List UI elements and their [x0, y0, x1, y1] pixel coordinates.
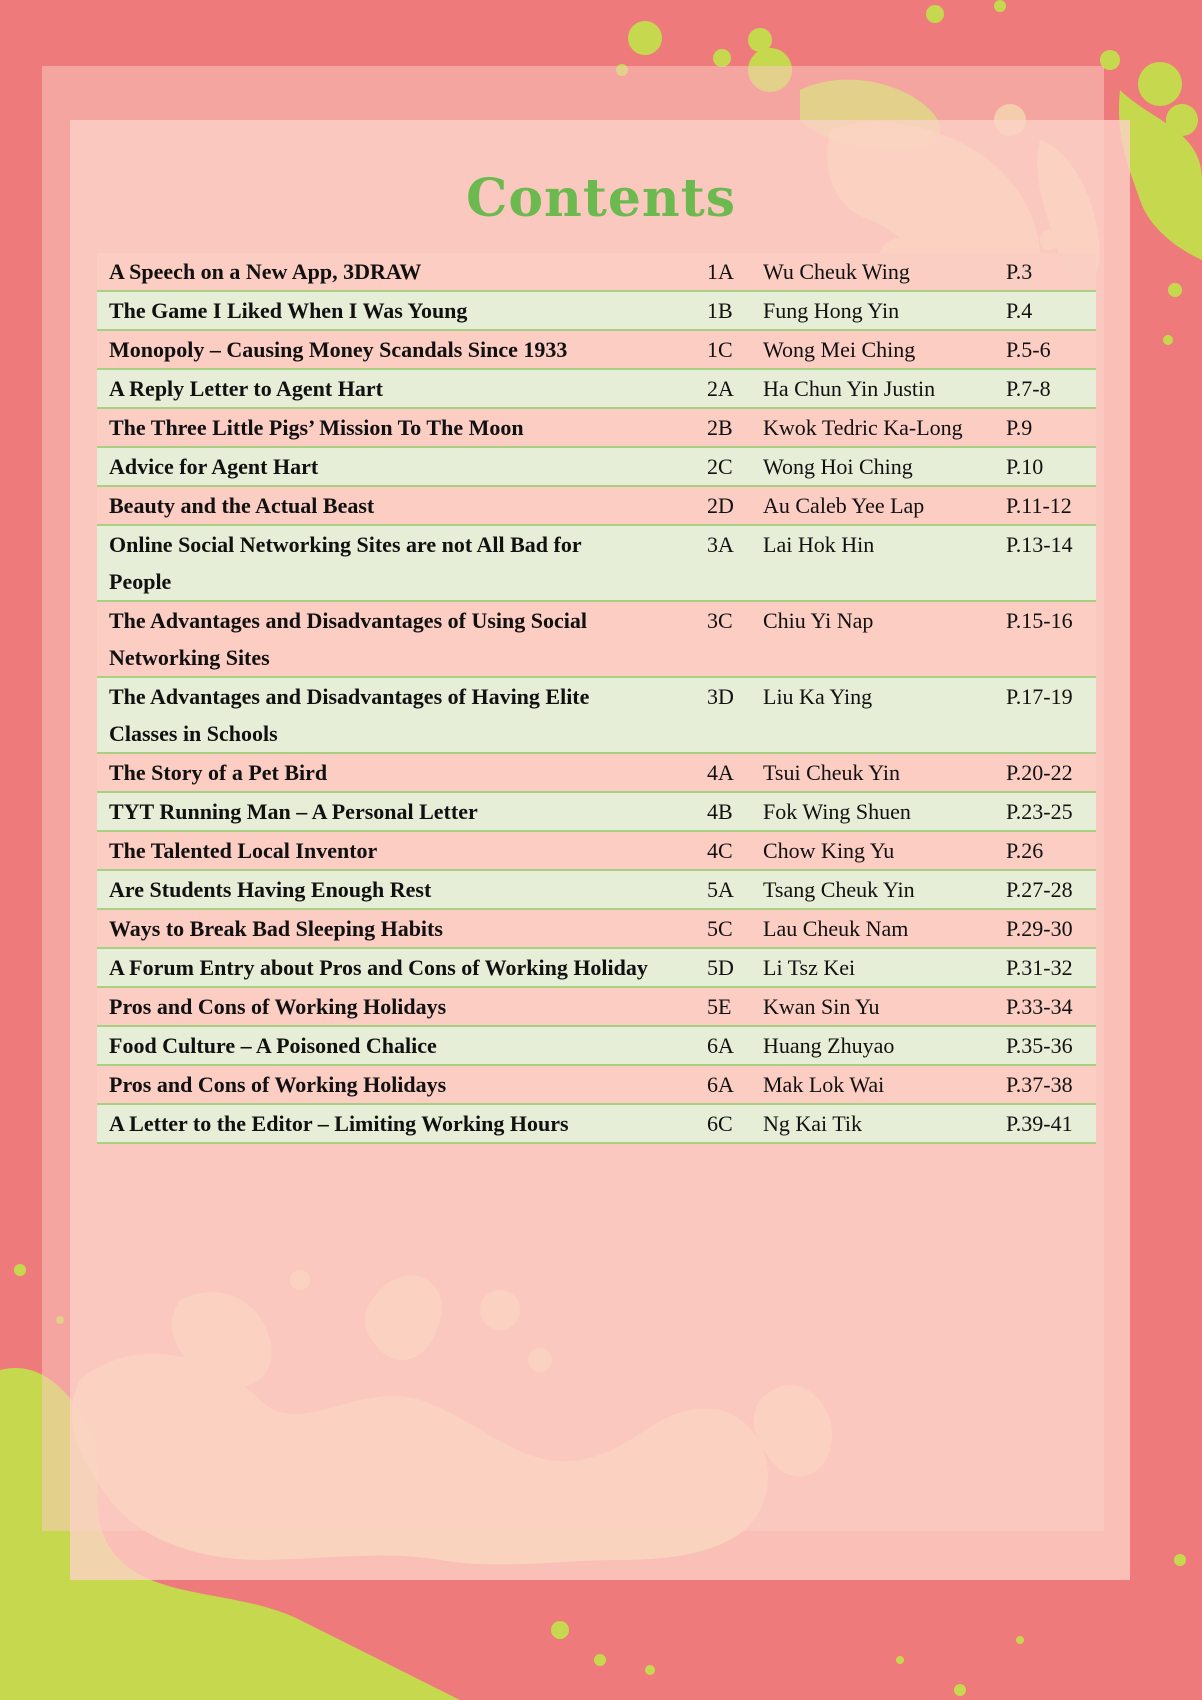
entry-title: A Reply Letter to Agent Hart [109, 376, 383, 401]
entry-author: Ha Chun Yin Justin [763, 376, 936, 401]
entry-page: P.37-38 [1006, 1072, 1073, 1097]
entry-page: P.20-22 [1006, 760, 1073, 785]
toc-row [97, 1066, 1096, 1105]
entry-title: The Advantages and Disadvantages of Using Social Networking Sites [109, 608, 587, 670]
entry-class: 2D [707, 493, 734, 518]
toc-row [97, 487, 1096, 526]
entry-title: The Three Little Pigs’ Mission To The Moon [109, 415, 524, 440]
entry-class: 6C [707, 1111, 733, 1136]
entry-page: P.27-28 [1006, 877, 1073, 902]
entry-class: 4C [707, 838, 733, 863]
entry-page: P.4 [1006, 298, 1033, 323]
toc-row [97, 871, 1096, 910]
entry-class: 2C [707, 454, 733, 479]
entry-title: The Advantages and Disadvantages of Having Elite Classes in Schools [109, 684, 590, 746]
entry-class: 4B [707, 799, 733, 824]
entry-author: Mak Lok Wai [763, 1072, 885, 1097]
toc-row [97, 1027, 1096, 1066]
entry-title: Monopoly – Causing Money Scandals Since 1933 [109, 337, 568, 362]
entry-author: Chiu Yi Nap [763, 608, 874, 633]
entry-title: The Story of a Pet Bird [109, 760, 328, 785]
entry-class: 1C [707, 337, 733, 362]
entry-class: 2B [707, 415, 733, 440]
entry-title: Advice for Agent Hart [109, 454, 319, 479]
entry-page: P.9 [1006, 415, 1033, 440]
entry-class: 5A [707, 877, 734, 902]
entry-page: P.39-41 [1006, 1111, 1073, 1136]
entry-title: The Talented Local Inventor [109, 838, 378, 863]
entry-class: 2A [707, 376, 734, 401]
entry-title: Pros and Cons of Working Holidays [109, 994, 447, 1019]
toc-row [97, 448, 1096, 487]
entry-author: Kwok Tedric Ka-Long [763, 415, 963, 440]
entry-page: P.13-14 [1006, 532, 1073, 557]
entry-page: P.5-6 [1006, 337, 1051, 362]
toc-row [97, 754, 1096, 793]
toc-row [97, 331, 1096, 370]
entry-author: Liu Ka Ying [763, 684, 873, 709]
toc-row [97, 910, 1096, 949]
entry-title: Ways to Break Bad Sleeping Habits [109, 916, 443, 941]
toc-row [97, 292, 1096, 331]
toc-row [97, 370, 1096, 409]
toc-row [97, 988, 1096, 1027]
toc-row [97, 253, 1096, 292]
entry-title: Beauty and the Actual Beast [109, 493, 375, 518]
entry-page: P.26 [1006, 838, 1044, 863]
entry-author: Fok Wing Shuen [763, 799, 911, 824]
entry-class: 5D [707, 955, 734, 980]
toc-row [97, 602, 1096, 678]
entry-author: Huang Zhuyao [763, 1033, 895, 1058]
entry-author: Wu Cheuk Wing [763, 259, 910, 284]
entry-title: A Speech on a New App, 3DRAW [109, 259, 422, 284]
entry-page: P.23-25 [1006, 799, 1073, 824]
entry-page: P.33-34 [1006, 994, 1073, 1019]
toc-row [97, 409, 1096, 448]
page-title: Contents [465, 168, 737, 229]
entry-page: P.35-36 [1006, 1033, 1073, 1058]
toc-row [97, 949, 1096, 988]
entry-author: Tsui Cheuk Yin [763, 760, 900, 785]
entry-title: Food Culture – A Poisoned Chalice [109, 1033, 437, 1058]
entry-class: 1B [707, 298, 733, 323]
entry-title: A Letter to the Editor – Limiting Working Hours [109, 1111, 569, 1136]
entry-author: Lau Cheuk Nam [763, 916, 909, 941]
entry-class: 5C [707, 916, 733, 941]
toc-row [97, 832, 1096, 871]
entry-author: Ng Kai Tik [763, 1111, 863, 1136]
toc-row [97, 526, 1096, 602]
entry-page: P.17-19 [1006, 684, 1073, 709]
entry-page: P.10 [1006, 454, 1044, 479]
toc-row [97, 1105, 1096, 1144]
entry-page: P.15-16 [1006, 608, 1073, 633]
entry-class: 5E [707, 994, 732, 1019]
entry-title: The Game I Liked When I Was Young [109, 298, 468, 323]
entry-author: Lai Hok Hin [763, 532, 875, 557]
toc-row [97, 678, 1096, 754]
entry-title: TYT Running Man – A Personal Letter [109, 799, 478, 824]
entry-class: 1A [707, 259, 734, 284]
entry-page: P.7-8 [1006, 376, 1051, 401]
entry-class: 3D [707, 684, 734, 709]
entry-class: 6A [707, 1033, 734, 1058]
entry-author: Chow King Yu [763, 838, 895, 863]
entry-class: 6A [707, 1072, 734, 1097]
entry-author: Tsang Cheuk Yin [763, 877, 915, 902]
entry-class: 3A [707, 532, 734, 557]
contents-table [97, 253, 1096, 1144]
entry-page: P.3 [1006, 259, 1033, 284]
entry-class: 4A [707, 760, 734, 785]
entry-author: Li Tsz Kei [763, 955, 856, 980]
entry-author: Au Caleb Yee Lap [763, 493, 925, 518]
entry-title: A Forum Entry about Pros and Cons of Working Holiday [109, 955, 648, 980]
entry-class: 3C [707, 608, 733, 633]
entry-author: Wong Hoi Ching [763, 454, 913, 479]
entry-title: Pros and Cons of Working Holidays [109, 1072, 447, 1097]
entry-page: P.11-12 [1006, 493, 1072, 518]
entry-title: Online Social Networking Sites are not All Bad for People [109, 532, 582, 594]
toc-row [97, 793, 1096, 832]
entry-author: Kwan Sin Yu [763, 994, 880, 1019]
entry-author: Fung Hong Yin [763, 298, 900, 323]
entry-page: P.29-30 [1006, 916, 1073, 941]
entry-page: P.31-32 [1006, 955, 1073, 980]
entry-title: Are Students Having Enough Rest [109, 877, 432, 902]
entry-author: Wong Mei Ching [763, 337, 916, 362]
